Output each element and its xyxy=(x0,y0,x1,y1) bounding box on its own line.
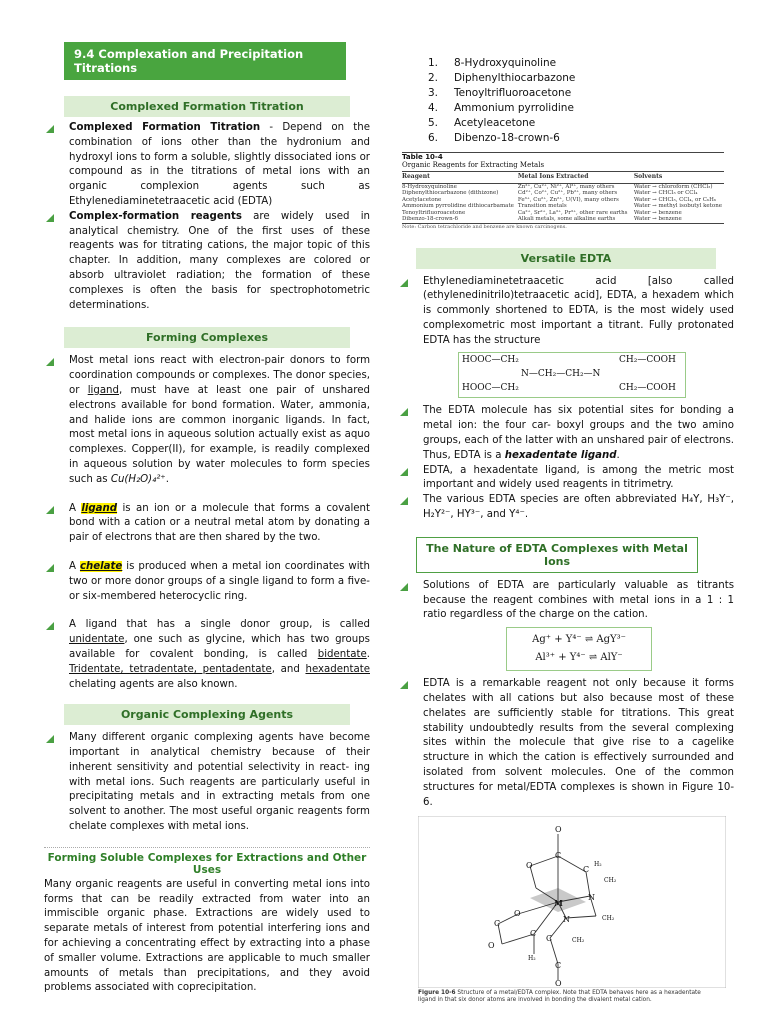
figure-metal-edta-complex xyxy=(418,816,726,988)
list-item: 6. Dibenzo-18-crown-6 xyxy=(428,132,560,144)
left-column xyxy=(44,42,370,996)
equation-silver: Ag⁺ + Y⁴⁻ ⇌ AgY³⁻ xyxy=(532,634,626,646)
reagent-list xyxy=(428,56,734,146)
atom-label: M xyxy=(554,898,563,909)
atom-label: C xyxy=(583,865,590,875)
atom-label: O xyxy=(488,941,495,951)
atom-label: C xyxy=(546,934,553,944)
bullet-edta-remarkable: EDTA is a remarkable reagent not only because it forms chelates with all cations but also because most of these chelates are sufficiently stable for titrations. This great stability undoubtedly results from the several complexing sites within the molecule that give rise to a cagelike structure in which the cation is effectively surrounded and isolated from solvent molecules. One of the common structures for metal/EDTA complexes is shown in Figure 10-6. xyxy=(398,677,734,810)
atom-label: O xyxy=(514,909,521,919)
section-heading-complexed-formation: Complexed Formation Titration xyxy=(64,96,350,117)
figure-caption: Figure 10-6 Structure of a metal/EDTA complex. Note that EDTA behaves here as a hexadentate ligand in that six donor atoms are involved in bonding the divalent metal cation. xyxy=(418,990,701,1004)
table-label: Table 10-4 xyxy=(402,153,443,161)
atom-label: CH₂ xyxy=(604,877,617,885)
table-row: Dibenzo-18-crown-6 Alkali metals, some alkaline earths Water → benzene xyxy=(402,216,682,222)
equation-box xyxy=(506,627,652,671)
bullet-edta-titrants: Solutions of EDTA are particularly valuable as titrants because the reagent combines with metal ions in a 1 : 1 ratio regardless of the charge on the cation. xyxy=(398,579,734,623)
atom-label: N xyxy=(563,915,570,925)
atom-label: C xyxy=(494,919,501,929)
atom-label: O xyxy=(526,861,533,871)
bullet-metal-ions: Most metal ions react with electron-pair donors to form coordination compounds or complexes. The donor species, or ligand, must have at least one pair of unshared electrons available for bond formation. Water, ammonia, and halide ions are common inorganic ligands. In fact, most metal ions in aqueous solution actually exist as aquo complexes. Copper(II), for example, is readily complexed in aqueous solution by water molecules to form species such as Cu(H₂O)₄²⁺. xyxy=(44,354,370,487)
table-title: Organic Reagents for Extracting Metals xyxy=(402,161,724,172)
list-item: 2. Diphenylthiocarbazone xyxy=(428,72,576,84)
list-item: 3. Tenoyltrifluoroacetone xyxy=(428,87,572,99)
atom-label: H₂ xyxy=(594,861,602,869)
atom-label: CH₂ xyxy=(572,937,585,945)
atom-label: C xyxy=(555,851,562,861)
list-item: 4. Ammonium pyrrolidine xyxy=(428,102,574,114)
atom-label: O xyxy=(555,979,562,989)
subheading-soluble-complexes: Forming Soluble Complexes for Extractions and Other Uses xyxy=(44,847,370,876)
atom-label: C xyxy=(530,929,537,939)
list-item: 5. Acetyleacetone xyxy=(428,117,536,129)
bullet-complexed-formation: Complexed Formation Titration - Depend on the combination of ions other than the hydronium and hydroxyl ions to form a soluble, slightly dissociated ions or compound as in the titrations of metal ions with an organic complexion agents such as Ethylenediaminetetraacetic acid (EDTA) xyxy=(44,121,370,210)
section-heading-versatile-edta: Versatile EDTA xyxy=(416,248,716,269)
table-row: Diphenylthiocarbazone (dithizone) Cd²⁺, Co²⁺, Cu²⁺, Pb²⁺, many others Water → CHCl₃ or CCl₄ xyxy=(402,190,698,196)
bullet-edta-sites: The EDTA molecule has six potential sites for bonding a metal ion: the four car- boxyl groups and the two amino groups, each of the latter with an unshared pair of electrons. Thus, EDTA is a hexadentate ligand. xyxy=(398,404,734,463)
bullet-complex-formation-reagents: Complex-formation reagents are widely used in analytical chemistry. One of the first uses of these reagents was for titrating cations, the major topic of this chapter. In addition, many complexes are colored or absorb ultraviolet radiation; the formation of these complexes is often the basis for spectrophotometric determinations. xyxy=(44,210,370,314)
section-heading-edta-complexes: The Nature of EDTA Complexes with Metal Ions xyxy=(416,537,698,573)
bonds xyxy=(498,834,596,980)
section-heading-forming-complexes: Forming Complexes xyxy=(64,327,350,348)
bullet-edta-hexadentate: EDTA, a hexadentate ligand, is among the metric most important and widely used reagents in titrimetry. xyxy=(398,464,734,494)
table-row: Ammonium pyrrolidine dithiocarbamate Transition metals Water → methyl isobutyl ketone xyxy=(402,203,722,209)
list-item: 1. 8-Hydroxyquinoline xyxy=(428,57,557,69)
page-title: 9.4 Complexation and Precipitation Titrations xyxy=(64,42,346,80)
right-column xyxy=(398,56,734,1004)
edta-structure: HOOC—CH₂ HOOC—CH₂ N—CH₂—CH₂—N CH₂—COOH CH₂—COOH xyxy=(458,352,686,398)
table-note: Note: Carbon tetrachloride and benzene are known carcinogens. xyxy=(402,223,724,230)
table-header-row: Reagent Metal Ions Extracted Solvents xyxy=(402,172,724,184)
metal-edta-structure-drawing xyxy=(418,816,726,988)
bullet-edta-intro: Ethylenediaminetetraacetic acid [also called (ethylenedinitrilo)tetraacetic acid], EDTA, a hexadem which is commonly shortened to EDTA, is the most widely used complexometric most important a titrant. Fully protonated EDTA has the structure xyxy=(398,275,734,349)
bullet-dentate-types: A ligand that has a single donor group, is called unidentate, one such as glycine, which has two groups available for covalent bonding, is called bidentate. Tridentate, tetradentate, pentadentate, and hexadentate chelating agents are also known. xyxy=(44,618,370,692)
bullet-chelate-definition: A chelate is produced when a metal ion coordinates with two or more donor groups of a single ligand to form a five- or six-membered heterocyclic ring. xyxy=(44,560,370,604)
table-row: 8-Hydroxyquinoline Zn²⁺, Cu²⁺, Ni²⁺, Al³⁺, many others Water → chloroform (CHCl₃) xyxy=(402,183,713,190)
table-row: Tenoyltrifluoroacetone Ca²⁺, Sr²⁺, La³⁺, Pr³⁺, other rare earths Water → benzene xyxy=(402,209,682,216)
atom-label: CH₂ xyxy=(602,915,615,923)
atom-label: H₂ xyxy=(528,955,536,963)
bullet-ligand-definition: A ligand is an ion or a molecule that forms a covalent bond with a cation or a neutral metal atom by donating a pair of electrons that are then shared by the two. xyxy=(44,502,370,546)
paragraph-soluble-complexes: Many organic reagents are useful in converting metal ions into forms that can be readily extracted from water into an immiscible organic phase. Extractions are widely used to separate metals of interest from potential interfering ions and for achieving a concentrating effect by extracting into a phase of smaller volume. Extractions are applicable to much smaller amounts of metals than precipitations, and they avoid problems associated with coprecipitation. xyxy=(44,878,370,994)
equation-aluminum: Al³⁺ + Y⁴⁻ ⇌ AlY⁻ xyxy=(535,652,623,664)
atom-label: C xyxy=(555,961,562,971)
table-row: Acetylacetone Fe³⁺, Cu²⁺, Zn²⁺, U(VI), many others Water → CHCl₃, CCl₄, or C₆H₆ xyxy=(402,196,717,203)
atom-label: N xyxy=(588,893,595,903)
bullet-edta-species: The various EDTA species are often abbreviated H₄Y, H₃Y⁻, H₂Y²⁻, HY³⁻, and Y⁴⁻. xyxy=(398,493,734,523)
atom-label: O xyxy=(555,825,562,835)
bullet-organic-agents: Many different organic complexing agents have become important in analytical chemistry because of their inherent sensitivity and potential selectivity in react- ing with metal ions. Such reagents are particularly useful in precipitating metals and in extracting metals from one solvent to another. The most useful organic reagents form chelate complexes with metal ions. xyxy=(44,731,370,835)
reagent-table xyxy=(402,152,724,230)
section-heading-organic-agents: Organic Complexing Agents xyxy=(64,704,350,725)
